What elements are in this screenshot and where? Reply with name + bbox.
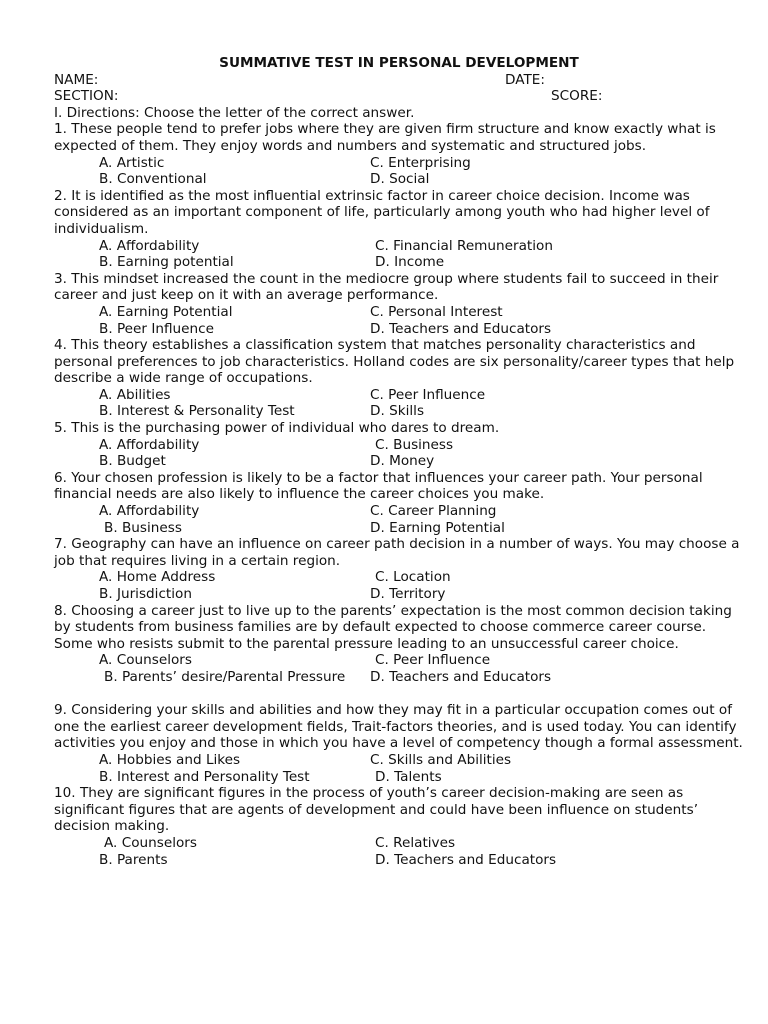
option-a: A. Counselors xyxy=(99,652,192,669)
option-b: B. Earning potential xyxy=(99,254,234,271)
options-row xyxy=(54,852,744,869)
option-b: B. Business xyxy=(104,519,182,536)
option-c: C. Enterprising xyxy=(370,154,471,171)
options-row xyxy=(54,238,744,255)
option-c: C. Personal Interest xyxy=(370,303,503,320)
options-row xyxy=(54,453,744,470)
question-text: 10. They are significant figures in the process of youth’s career decision-making are seen as significant figures that are agents of development and could have been influence on students’ decision making. xyxy=(54,785,699,835)
option-a: A. Artistic xyxy=(99,154,165,171)
section-label: SECTION: xyxy=(54,88,119,105)
options-row xyxy=(54,752,744,769)
option-b: B. Interest and Personality Test xyxy=(99,768,310,785)
options-row xyxy=(54,586,744,603)
question-text: 1. These people tend to prefer jobs where they are given firm structure and know exactly what is expected of them. They enjoy words and numbers and systematic and structured jobs. xyxy=(54,121,716,154)
option-a: A. Earning Potential xyxy=(99,303,233,320)
options-row xyxy=(54,254,744,271)
options-row xyxy=(54,569,744,586)
options-row xyxy=(54,304,744,321)
option-b: B. Interest & Personality Test xyxy=(99,403,295,420)
options-row xyxy=(54,387,744,404)
option-d: D. Money xyxy=(370,453,435,470)
question-text: 3. This mindset increased the count in the mediocre group where students fail to succeed in their career and just keep on it with an average performance. xyxy=(54,270,719,304)
question-text: 8. Choosing a career just to live up to the parents’ expectation is the most common decision taking by students from business families are by default expected to choose commerce career course. Some who resists submit to the parental pressure leading to an unsuccessful career choice. xyxy=(54,602,732,652)
option-d: D. Teachers and Educators xyxy=(370,320,552,337)
option-a: A. Hobbies and Likes xyxy=(99,751,241,768)
option-a: A. Counselors xyxy=(104,834,197,851)
option-d: D. Territory xyxy=(370,586,446,602)
option-a: A. Abilities xyxy=(99,386,171,403)
option-c: C. Location xyxy=(375,569,451,586)
options-row xyxy=(54,437,744,454)
option-d: D. Income xyxy=(375,254,445,271)
spacer xyxy=(54,686,744,703)
option-a: A. Affordability xyxy=(99,237,200,254)
option-d: D. Earning Potential xyxy=(370,519,505,536)
option-b: B. Conventional xyxy=(99,171,207,188)
option-c: C. Career Planning xyxy=(370,503,497,520)
name-date-row xyxy=(54,72,744,89)
option-a: A. Affordability xyxy=(99,436,200,453)
option-a: A. Home Address xyxy=(99,569,216,586)
option-d: D. Teachers and Educators xyxy=(370,668,552,685)
options-row xyxy=(54,520,744,537)
option-c: C. Business xyxy=(375,436,454,453)
question-text: 7. Geography can have an influence on career path decision in a number of ways. You may choose a job that requires living in a certain region. xyxy=(54,536,740,569)
test-page xyxy=(54,55,744,868)
option-c: C. Skills and Abilities xyxy=(370,751,512,768)
score-label: SCORE: xyxy=(551,88,603,105)
options-row xyxy=(54,769,744,786)
option-c: C. Peer Influence xyxy=(370,386,486,403)
question-text: 6. Your chosen profession is likely to be a factor that influences your career path. Your personal financial needs are also likely to influence the career choices you make. xyxy=(54,469,703,503)
date-label: DATE: xyxy=(505,71,545,88)
question-text: 9. Considering your skills and abilities and how they may fit in a particular occupation comes out of one the earliest career development fields, Trait-factors theories, and is used today. You can identify activities you enjoy and those in which you have a level of competency though a formal assessment. xyxy=(54,702,743,752)
directions: I. Directions: Choose the letter of the correct answer. xyxy=(54,104,415,121)
name-label: NAME: xyxy=(54,71,99,88)
option-d: D. Talents xyxy=(375,768,442,785)
option-b: B. Peer Influence xyxy=(99,320,214,337)
options-row xyxy=(54,503,744,520)
options-row xyxy=(54,669,744,686)
options-row xyxy=(54,835,744,852)
option-b: B. Budget xyxy=(99,453,166,470)
option-b: B. Parents’ desire/Parental Pressure xyxy=(104,668,346,685)
option-c: C. Financial Remuneration xyxy=(375,237,553,254)
option-c: C. Peer Influence xyxy=(375,652,491,669)
question-text: 5. This is the purchasing power of individual who dares to dream. xyxy=(54,420,500,437)
options-row xyxy=(54,171,744,188)
option-c: C. Relatives xyxy=(375,834,456,851)
section-score-row xyxy=(54,88,744,105)
options-row xyxy=(54,321,744,338)
option-a: A. Affordability xyxy=(99,503,200,520)
options-row xyxy=(54,155,744,172)
option-b: B. Jurisdiction xyxy=(99,586,192,602)
options-row xyxy=(54,652,744,669)
option-d: D. Skills xyxy=(370,403,425,420)
option-d: D. Teachers and Educators xyxy=(375,851,557,868)
option-d: D. Social xyxy=(370,171,430,188)
options-row xyxy=(54,403,744,420)
page-title: SUMMATIVE TEST IN PERSONAL DEVELOPMENT xyxy=(219,55,579,71)
question-text: 2. It is identified as the most influential extrinsic factor in career choice decision. Income was considered as an important component of life, particularly among youth who had higher level of individualism. xyxy=(54,187,710,237)
option-b: B. Parents xyxy=(99,851,168,868)
question-text: 4. This theory establishes a classification system that matches personality characteristics and personal preferences to job characteristics. Holland codes are six personality/career types that help describe a wide range of occupations. xyxy=(54,337,735,387)
